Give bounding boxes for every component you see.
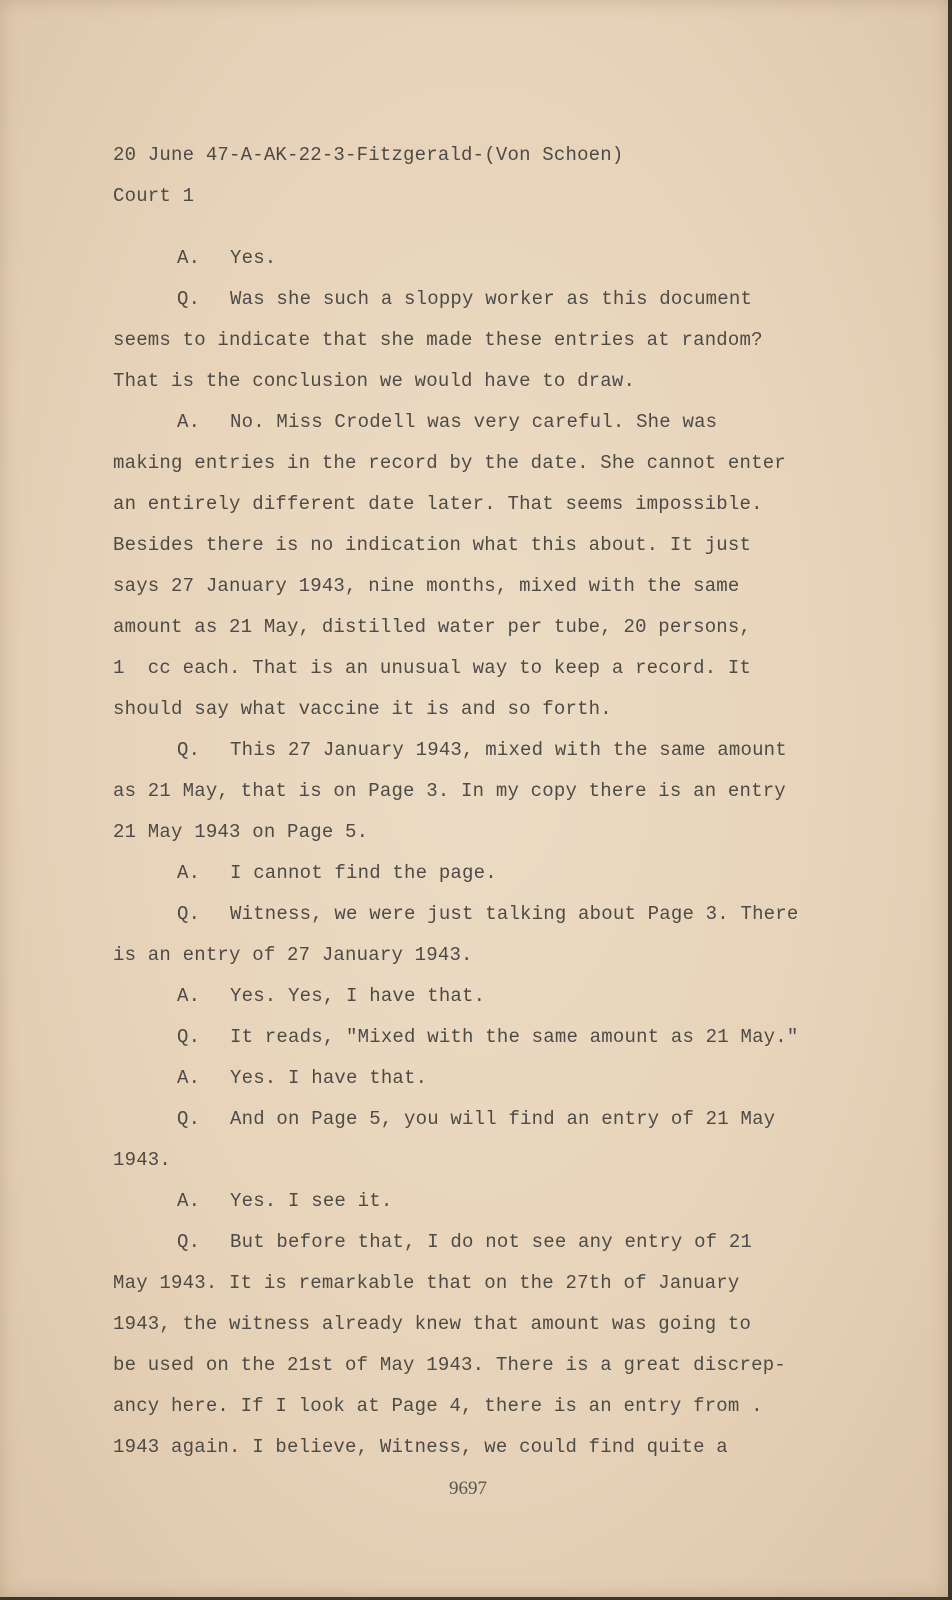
line-text: is an entry of 27 January 1943.: [113, 944, 473, 966]
transcript-line: [113, 858, 873, 899]
speaker-label: A.: [177, 1067, 201, 1089]
line-text: No. Miss Crodell was very careful. She was: [230, 411, 718, 433]
speaker-label: Q.: [177, 739, 201, 761]
transcript-line: [113, 530, 873, 571]
speaker-label: Q.: [177, 1026, 201, 1048]
transcript-line: [113, 407, 873, 448]
speaker-label: Q.: [177, 903, 201, 925]
line-text: ancy here. If I look at Page 4, there is an entry from .: [113, 1395, 763, 1417]
line-text: That is the conclusion we would have to draw.: [113, 370, 636, 392]
line-text: Yes. Yes, I have that.: [230, 985, 486, 1007]
transcript-line: [113, 1268, 873, 1309]
transcript-line: [113, 571, 873, 612]
speaker-label: Q.: [177, 1231, 201, 1253]
speaker-label: A.: [177, 985, 201, 1007]
line-text: 21 May 1943 on Page 5.: [113, 821, 369, 843]
transcript-line: [113, 1309, 873, 1350]
speaker-label: A.: [177, 862, 201, 884]
line-text: Yes. I have that.: [230, 1067, 428, 1089]
transcript-line: [113, 1350, 873, 1391]
line-text: seems to indicate that she made these entries at random?: [113, 329, 763, 351]
transcript-line: [113, 776, 873, 817]
transcript-line: [113, 284, 873, 325]
transcript-line: [113, 940, 873, 981]
speaker-label: A.: [177, 411, 201, 433]
transcript-line: [113, 735, 873, 776]
line-text: Yes.: [230, 247, 277, 269]
speaker-label: A.: [177, 1190, 201, 1212]
court-line: Court 1: [113, 185, 195, 207]
transcript-line: [113, 1063, 873, 1104]
line-text: should say what vaccine it is and so forth.: [113, 698, 612, 720]
line-text: be used on the 21st of May 1943. There is a great discrep-: [113, 1354, 786, 1376]
transcript-line: [113, 448, 873, 489]
transcript-line: [113, 653, 873, 694]
transcript-line: [113, 694, 873, 735]
line-text: And on Page 5, you will find an entry of 21 May: [230, 1108, 776, 1130]
transcript-line: [113, 612, 873, 653]
transcript-line: [113, 1432, 873, 1473]
line-text: I cannot find the page.: [230, 862, 497, 884]
line-text: as 21 May, that is on Page 3. In my copy there is an entry: [113, 780, 786, 802]
line-text: This 27 January 1943, mixed with the same amount: [230, 739, 787, 761]
speaker-label: Q.: [177, 1108, 201, 1130]
line-text: May 1943. It is remarkable that on the 27th of January: [113, 1272, 740, 1294]
line-text: 1943, the witness already knew that amount was going to: [113, 1313, 752, 1335]
header-line: 20 June 47-A-AK-22-3-Fitzgerald-(Von Schoen): [113, 144, 624, 166]
transcript-line: [113, 1186, 873, 1227]
transcript-line: [113, 366, 873, 407]
line-text: amount as 21 May, distilled water per tube, 20 persons,: [113, 616, 752, 638]
line-text: Besides there is no indication what this about. It just: [113, 534, 752, 556]
line-text: 1 cc each. That is an unusual way to keep a record. It: [113, 657, 752, 679]
transcript-body: [113, 140, 873, 1473]
line-text: 1943 again. I believe, Witness, we could find quite a: [113, 1436, 728, 1458]
transcript-line: [113, 1022, 873, 1063]
line-text: making entries in the record by the date. She cannot enter: [113, 452, 786, 474]
transcript-line: [113, 489, 873, 530]
transcript-line: [113, 899, 873, 940]
transcript-line: [113, 1227, 873, 1268]
speaker-label: Q.: [177, 288, 201, 310]
transcript-line: [113, 325, 873, 366]
transcript-line: [113, 817, 873, 858]
transcript-line: [113, 981, 873, 1022]
line-text: says 27 January 1943, nine months, mixed with the same: [113, 575, 740, 597]
transcript-line: [113, 1104, 873, 1145]
speaker-label: A.: [177, 247, 201, 269]
page-number: 9697: [449, 1478, 487, 1499]
line-text: Witness, we were just talking about Page 3. There: [230, 903, 799, 925]
line-text: an entirely different date later. That seems impossible.: [113, 493, 763, 515]
transcript-line: [113, 1391, 873, 1432]
line-text: Yes. I see it.: [230, 1190, 393, 1212]
transcript-line: [113, 1145, 873, 1186]
line-text: Was she such a sloppy worker as this document: [230, 288, 753, 310]
line-text: 1943.: [113, 1149, 172, 1171]
transcript-line: [113, 243, 873, 284]
line-text: But before that, I do not see any entry of 21: [230, 1231, 753, 1253]
line-text: It reads, "Mixed with the same amount as 21 May.": [230, 1026, 799, 1048]
